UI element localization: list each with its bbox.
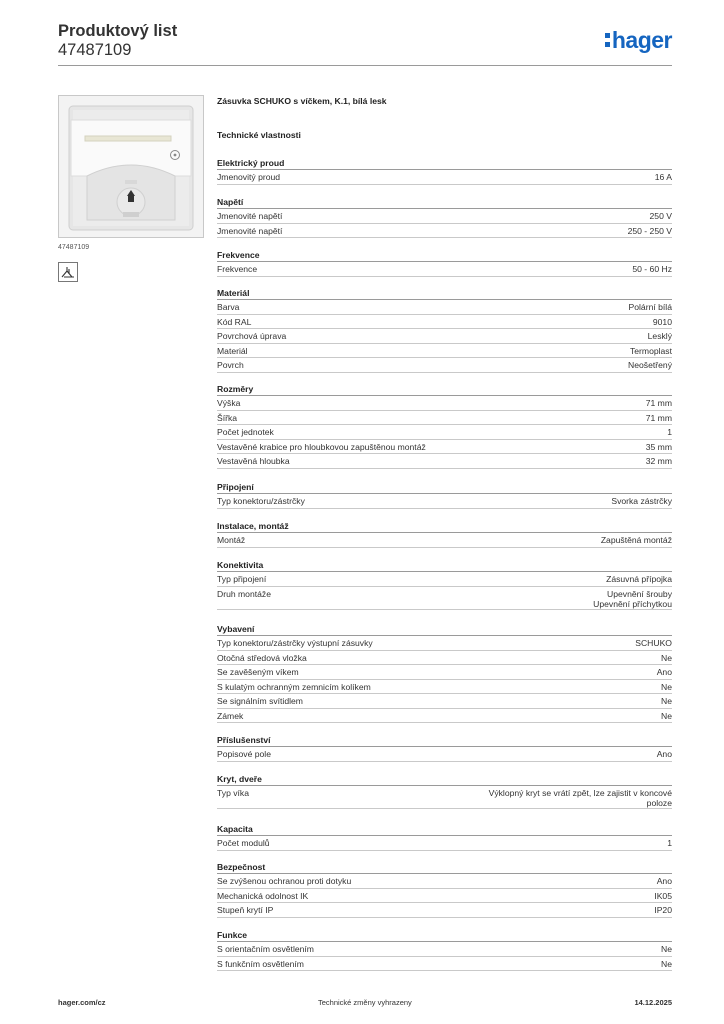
spec-label: Jmenovitý proud [217,172,281,182]
product-code: 47487109 [58,41,132,59]
spec-section-title: Vybavení [217,622,672,636]
spec-row [217,224,672,239]
socket-illustration [59,96,203,237]
spec-value: Zásuvná přípojka [606,574,672,584]
spec-value: 1 [667,838,672,848]
spec-value: Ano [656,667,672,677]
spec-label: Vestavěné krabice pro hloubkovou zapuštěnou montáž [217,441,426,452]
spec-section-title: Elektrický proud [217,156,672,170]
hager-logo [605,28,672,52]
spec-section [217,156,672,185]
spec-value: 35 mm [645,441,672,452]
product-image [58,95,204,238]
spec-value: IP20 [654,905,672,915]
spec-value: 71 mm [645,412,672,423]
spec-label: Barva [217,302,240,312]
flush-mount-icon [58,262,78,282]
spec-row [217,454,672,469]
spec-label: Otočná středová vložka [217,652,307,663]
spec-value: 9010 [652,316,672,327]
spec-label: Povrch [217,360,244,370]
spec-label: Se zavěšeným víkem [217,667,299,677]
spec-section-title: Příslušenství [217,733,672,747]
spec-value: Ne [661,696,672,706]
spec-section [217,733,672,762]
spec-label: Materiál [217,345,248,356]
spec-row [217,170,672,185]
spec-section-title: Připojení [217,480,672,494]
spec-label: Typ připojení [217,574,267,584]
spec-label: Povrchová úprava [217,331,287,341]
spec-section-title: Napětí [217,195,672,209]
spec-section-title: Konektivita [217,558,672,572]
image-caption-code: 47487109 [58,244,90,251]
spec-row [217,300,672,315]
spec-label: Stupeň krytí IP [217,905,274,915]
spec-section-title: Funkce [217,928,672,942]
spec-row [217,651,672,666]
spec-section [217,286,672,373]
spec-label: Se signálním svítidlem [217,696,303,706]
spec-row [217,957,672,972]
spec-row [217,836,672,851]
spec-label: Jmenovité napětí [217,211,283,221]
spec-section-title: Bezpečnost [217,860,672,874]
spec-section-title: Kapacita [217,822,672,836]
spec-label: Zámek [217,710,244,721]
spec-row [217,874,672,889]
spec-label: Druh montáže [217,588,271,599]
spec-value: 1 [667,427,672,437]
spec-value: Termoplast [629,345,672,356]
spec-label: Šířka [217,412,238,423]
spec-label: Se zvýšenou ochranou proti dotyku [217,876,352,886]
spec-row [217,262,672,277]
product-name: Zásuvka SCHUKO s víčkem, K.1, bílá lesk [217,96,387,106]
spec-label: Počet modulů [217,838,270,848]
spec-value: Zapuštěná montáž [600,535,672,545]
spec-label: Počet jednotek [217,427,274,437]
spec-row [217,425,672,440]
spec-section-title: Rozměry [217,382,672,396]
spec-row [217,533,672,548]
spec-label: Montáž [217,535,246,545]
spec-row [217,329,672,344]
spec-value: 16 A [654,172,672,182]
spec-value: Ne [661,681,672,692]
spec-row [217,209,672,224]
spec-section-title: Frekvence [217,248,672,262]
spec-row [217,572,672,587]
spec-row [217,440,672,455]
spec-section [217,772,672,809]
spec-row [217,358,672,373]
spec-row [217,903,672,918]
spec-label: S orientačním osvětlením [217,944,314,954]
spec-row [217,315,672,330]
footer-website: hager.com/cz [58,998,106,1007]
spec-value: Polární bílá [628,302,672,312]
spec-value: Svorka zástrčky [611,496,672,506]
spec-row [217,587,672,610]
spec-label: Kód RAL [217,316,252,327]
spec-label: Frekvence [217,264,258,274]
spec-label: Typ konektoru/zástrčky výstupní zásuvky [217,638,373,648]
spec-row [217,709,672,724]
spec-label: Mechanická odolnost IK [217,890,309,901]
spec-row [217,396,672,411]
spec-row [217,680,672,695]
spec-section-title: Instalace, montáž [217,519,672,533]
spec-row [217,636,672,651]
spec-row [217,786,672,809]
spec-section [217,519,672,548]
logo-wordmark: hager [611,27,672,53]
spec-label: Typ víka [217,788,249,798]
spec-label: Jmenovité napětí [217,225,283,236]
spec-value: Ano [656,876,672,886]
spec-value: SCHUKO [635,638,672,648]
spec-section [217,558,672,610]
spec-row [217,889,672,904]
spec-section [217,928,672,971]
header-divider [58,65,672,66]
spec-value: Výklopný kryt se vrátí zpět, lze zajistit v koncové poloze [488,788,672,808]
spec-label: Výška [217,398,241,408]
page-title: Produktový list [58,22,178,40]
logo-colon-icon [605,33,610,47]
spec-value: Lesklý [647,331,672,341]
page-header [58,22,672,60]
spec-value: Ano [656,749,672,759]
spec-row [217,344,672,359]
spec-row [217,942,672,957]
spec-label: Popisové pole [217,749,271,759]
spec-row [217,411,672,426]
spec-value: 250 - 250 V [627,225,672,236]
spec-label: Vestavěná hloubka [217,456,290,466]
spec-section [217,480,672,509]
spec-section [217,248,672,277]
spec-label: S funkčním osvětlením [217,958,304,969]
spec-section-title: Kryt, dveře [217,772,672,786]
spec-value: Neošetřený [628,360,672,370]
spec-value: 250 V [649,211,672,221]
spec-row [217,665,672,680]
spec-value: Ne [661,944,672,954]
spec-section [217,822,672,851]
footer-notice: Technické změny vyhrazeny [318,998,412,1007]
spec-section [217,860,672,918]
spec-value: 32 mm [645,456,672,466]
spec-section [217,622,672,723]
technical-heading: Technické vlastnosti [217,130,301,140]
spec-value: Upevnění šrouby Upevnění příchytkou [593,588,672,609]
spec-label: S kulatým ochranným zemnicím kolíkem [217,681,371,692]
spec-row [217,494,672,509]
spec-row [217,747,672,762]
spec-value: Ne [661,958,672,969]
spec-value: 50 - 60 Hz [632,264,672,274]
spec-label: Typ konektoru/zástrčky [217,496,305,506]
spec-value: 71 mm [645,398,672,408]
spec-row [217,694,672,709]
spec-value: Ne [661,652,672,663]
spec-value: IK05 [654,890,672,901]
spec-value: Ne [661,710,672,721]
spec-section-title: Materiál [217,286,672,300]
spec-section [217,382,672,469]
footer-date: 14.12.2025 [634,998,672,1007]
spec-section [217,195,672,238]
